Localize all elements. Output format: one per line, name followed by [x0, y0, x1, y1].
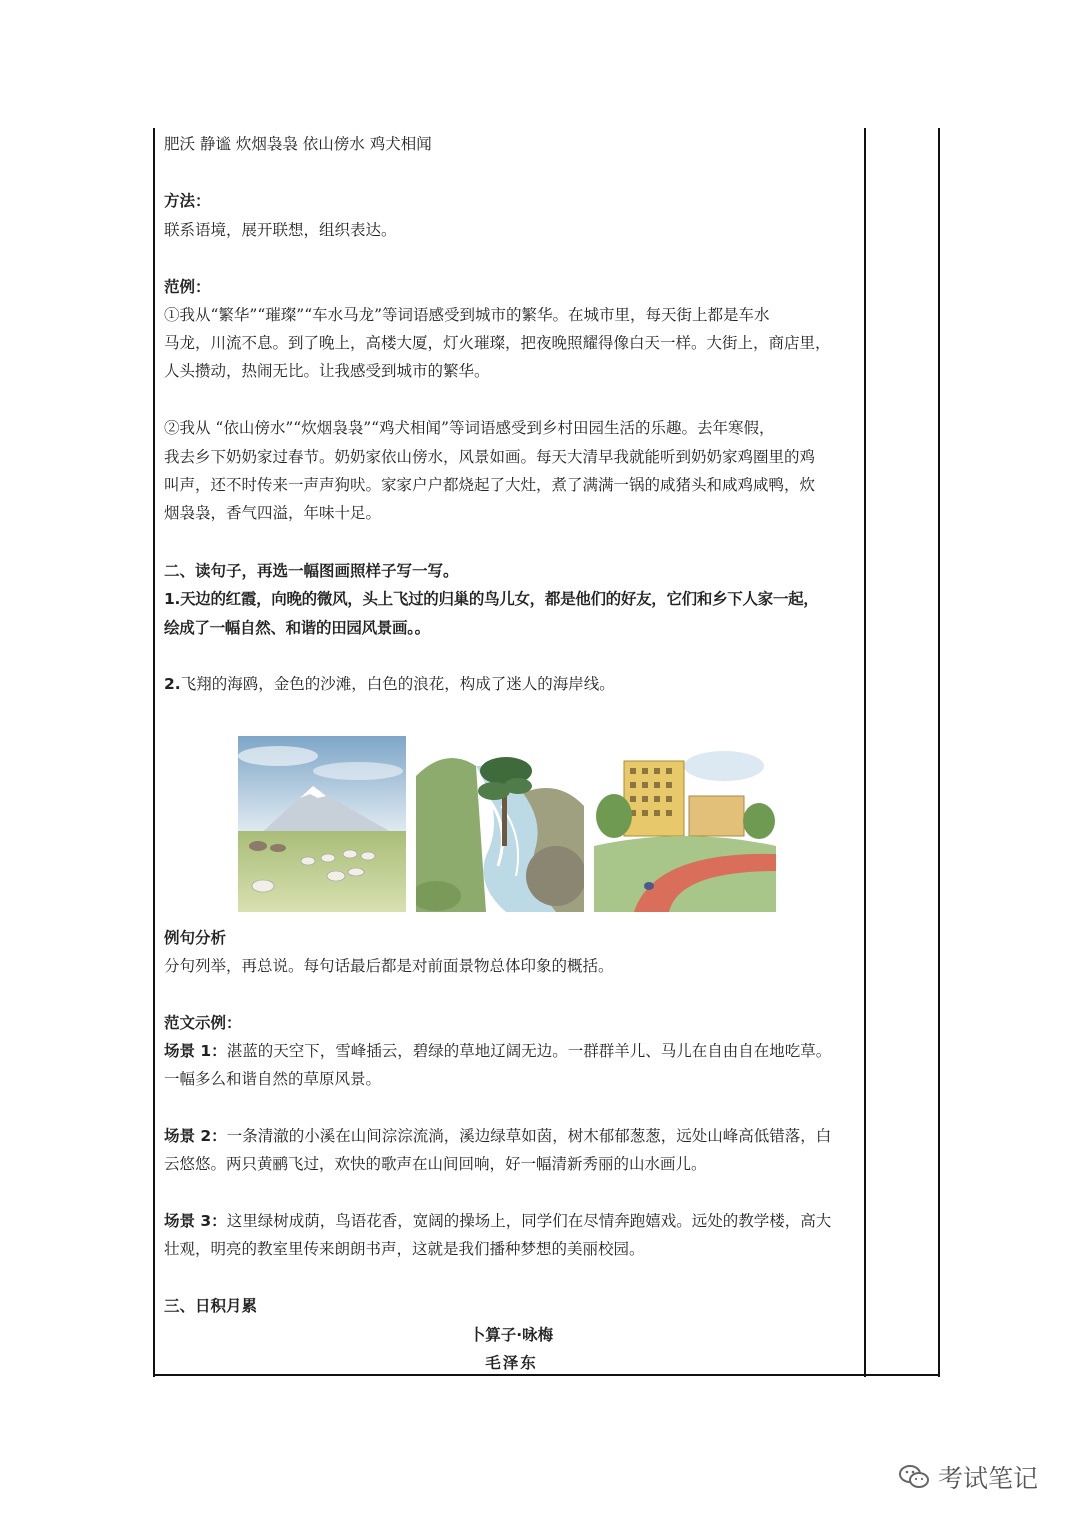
scene1-line: 一幅多么和谐自然的草原风景。	[164, 1070, 382, 1088]
sentence2-text: 飞翔的海鸥，金色的沙滩，白色的浪花，构成了迷人的海岸线。	[180, 675, 615, 693]
analysis-heading: 例句分析	[164, 929, 227, 947]
vocabulary-words: 肥沃 静谧 炊烟袅袅 依山傍水 鸡犬相闻	[164, 135, 432, 153]
scene2-line: 云悠悠。两只黄鹂飞过，欢快的歌声在山间回响，好一幅清新秀丽的山水画儿。	[164, 1155, 707, 1173]
scene3-line: 壮观，明亮的教室里传来朗朗书声，这就是我们播种梦想的美丽校园。	[164, 1240, 645, 1258]
scene2-line	[164, 1122, 859, 1151]
example2-line: 叫声，还不时传来一声声狗吠。家家户户都烧起了大灶，煮了满满一锅的咸猪头和咸鸡咸鸭，炊	[164, 476, 816, 494]
wechat-icon	[898, 1461, 930, 1493]
example2-line: ②我从 “依山傍水”“炊烟袅袅”“鸡犬相闻”等词语感受到乡村田园生活的乐趣。去年寒假，	[164, 419, 775, 437]
example2-line: 我去乡下奶奶家过春节。奶奶家依山傍水，风景如画。每天大清早我就能听到奶奶家鸡圈里的鸡	[164, 448, 816, 466]
example1-line: ①我从“繁华”“璀璨”“车水马龙”等词语感受到城市的繁华。在城市里，每天街上都是车水	[164, 306, 770, 324]
method-heading: 方法：	[164, 192, 211, 210]
grassland-picture	[238, 736, 406, 912]
watermark	[898, 1457, 1038, 1497]
method-text: 联系语境，展开联想，组织表达。	[164, 221, 397, 239]
table-border-middle	[864, 128, 866, 1377]
poem-author: 毛泽东	[485, 1354, 538, 1372]
analysis-text: 分句列举，再总说。每句话最后都是对前面景物总体印象的概括。	[164, 957, 614, 975]
scene2-label: 场景 2：	[164, 1127, 227, 1145]
scene1-text: 湛蓝的天空下，雪峰插云，碧绿的草地辽阔无边。一群群羊儿、马儿在自由自在地吃草。	[226, 1042, 832, 1060]
example-heading: 范例：	[164, 278, 211, 296]
scene3-line	[164, 1207, 859, 1236]
campus-picture	[594, 736, 776, 912]
scene1-label: 场景 1：	[164, 1042, 227, 1060]
scene3-label: 场景 3：	[164, 1212, 227, 1230]
sentence1-line: 1.天边的红霞，向晚的微风，头上飞过的归巢的鸟儿女，都是他们的好友，它们和乡下人家一起，	[164, 590, 819, 608]
scene-pictures	[238, 736, 776, 912]
example2-line: 烟袅袅，香气四溢，年味十足。	[164, 504, 382, 522]
watermark-text: 考试笔记	[938, 1464, 1039, 1493]
sentence2-number: 2.	[164, 675, 181, 693]
scene3-text: 这里绿树成荫，鸟语花香，宽阔的操场上，同学们在尽情奔跑嬉戏。远处的教学楼，高大	[226, 1212, 832, 1230]
table-border-left	[153, 128, 155, 1377]
scene2-text: 一条清澈的小溪在山间淙淙流淌，溪边绿草如茵，树木郁郁葱葱，远处山峰高低错落，白	[226, 1127, 832, 1145]
poem-title: 卜算子·咏梅	[469, 1326, 554, 1344]
example1-line: 人头攒动，热闹无比。让我感受到城市的繁华。	[164, 362, 490, 380]
stream-picture	[416, 736, 584, 912]
section3-heading: 三、日积月累	[164, 1297, 258, 1315]
scene1-line	[164, 1037, 859, 1066]
sentence1-line: 绘成了一幅自然、和谐的田园风景画。。	[164, 619, 430, 637]
table-border-right	[938, 128, 940, 1377]
section2-heading: 二、读句子，再选一幅图画照样子写一写。	[164, 562, 459, 580]
example1-line: 马龙，川流不息。到了晚上，高楼大厦，灯火璀璨，把夜晚照耀得像白天一样。大街上，商店里，	[164, 334, 831, 352]
model-heading: 范文示例：	[164, 1014, 242, 1032]
sentence2	[164, 670, 859, 699]
